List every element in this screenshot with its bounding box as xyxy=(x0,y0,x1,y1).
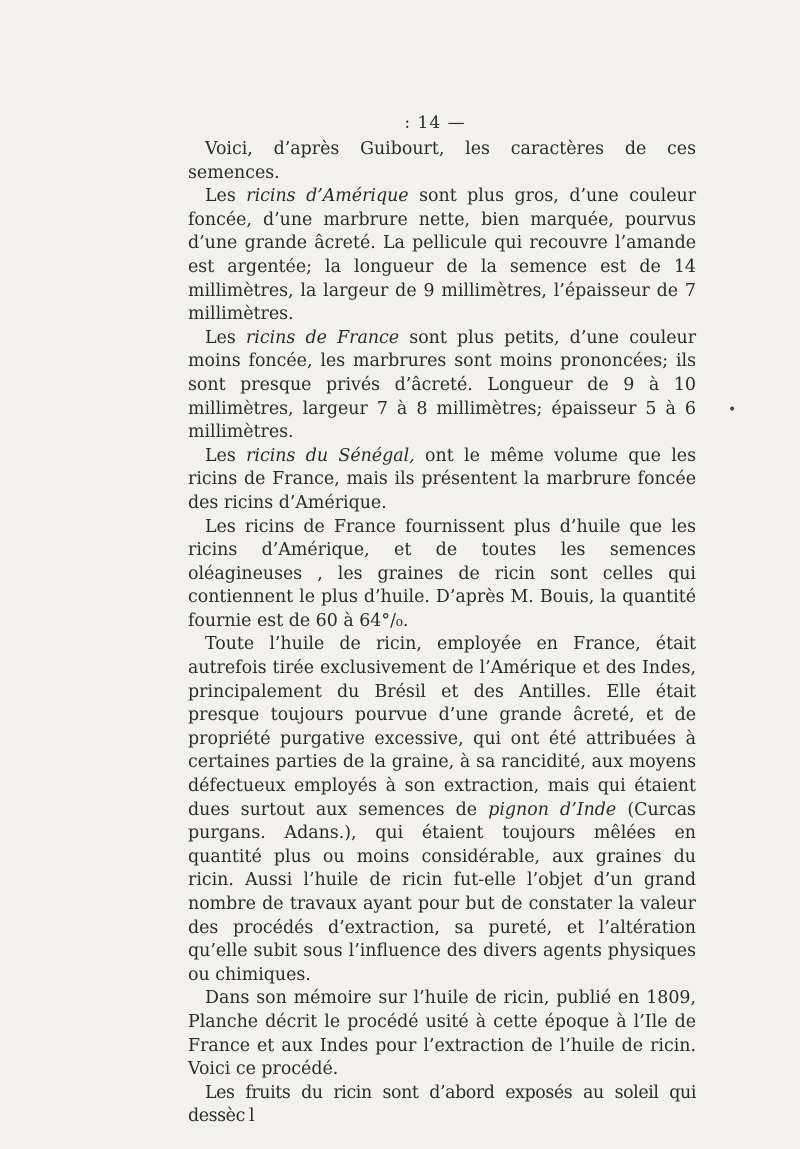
italic-term: ricins du Sénégal, xyxy=(246,445,415,466)
paragraph-text: Les xyxy=(205,186,247,207)
paragraph-text: sont plus petits, d’une couleur moins foncée, les marbrures sont moins prononcées; ils sont presque privés d’âcreté. Longueur de 9 à 10 millimètres, largeur 7 à 8 millimètres; épaisseur 5 à 6 millimètres. xyxy=(188,327,697,443)
paragraph-text: ont le même volume que les ricins de France, mais ils présentent la marbrure foncée des ricins d’Amérique. xyxy=(188,445,697,513)
paragraph-text: Les fruits du ricin sont d’abord exposés au soleil qui dessèc l xyxy=(188,1082,696,1127)
paragraph xyxy=(188,987,696,1081)
page-number: : 14 — xyxy=(404,113,466,133)
paragraph xyxy=(188,138,696,185)
stray-ink-mark: • xyxy=(728,402,737,418)
paragraph xyxy=(188,633,696,987)
paragraph xyxy=(188,445,696,516)
paragraph xyxy=(188,1082,696,1129)
paragraph-text: Toute l’huile de ricin, employée en France, était autrefois tirée exclusivement de l’Amérique et des Indes, principalement du Brésil et des Antilles. Elle était presque toujours pourvue d’une grande âcreté, et de propriété purgative excessive, qui ont été attribuées à certaines parties de la graine, à sa rancidité, aux moyens défectueux employés à son extraction, mais qui étaient dues surtout aux semences de xyxy=(188,634,696,820)
paragraph-text: Dans son mémoire sur l’huile de ricin, publié en 1809, Planche décrit le procédé usité à cette époque à l’Ile de France et aux Indes pour l’extraction de l’huile de ricin. Voici ce procédé. xyxy=(188,988,696,1080)
paragraph xyxy=(188,516,696,634)
paragraph-text: Les xyxy=(205,327,246,348)
paragraph xyxy=(188,185,696,327)
italic-term: ricins d’Amérique xyxy=(246,186,409,207)
paragraph-text: sont plus gros, d’une couleur foncée, d’une marbrure nette, bien marquée, pourvus d’une grande âcreté. La pellicule qui recouvre l’amande est argentée; la longueur de la semence est de 14 millimètres, la largeur de 9 millimètres, l’épaisseur de 7 millimètres. xyxy=(188,186,697,325)
paragraph-text: Les ricins de France fournissent plus d’huile que les ricins d’Amérique, et de toutes les semences oléagineuses , les graines de ricin sont celles qui contiennent le plus d’huile. D’après M. Bouis, la quantité fournie est de 60 à 64°/₀. xyxy=(188,516,696,631)
paragraph xyxy=(188,327,696,445)
italic-term: ricins de France xyxy=(245,327,400,348)
italic-term: pignon d’Inde xyxy=(488,799,617,820)
paragraph-text: Voici, d’après Guibourt, les caractères de ces semences. xyxy=(188,139,696,183)
paragraph-text: (Curcas purgans. Adans.), qui étaient toujours mêlées en quantité plus ou moins considérable, aux graines du ricin. Aussi l’huile de ricin fut-elle l’objet d’un grand nombre de travaux ayant pour but de constater la valeur des procédés d’extraction, sa pureté, et l’altération qu’elle subit sous l’influence des divers agents physiques ou chimiques. xyxy=(188,799,696,985)
body-text xyxy=(188,138,696,1129)
paragraph-text: Les xyxy=(205,445,247,466)
